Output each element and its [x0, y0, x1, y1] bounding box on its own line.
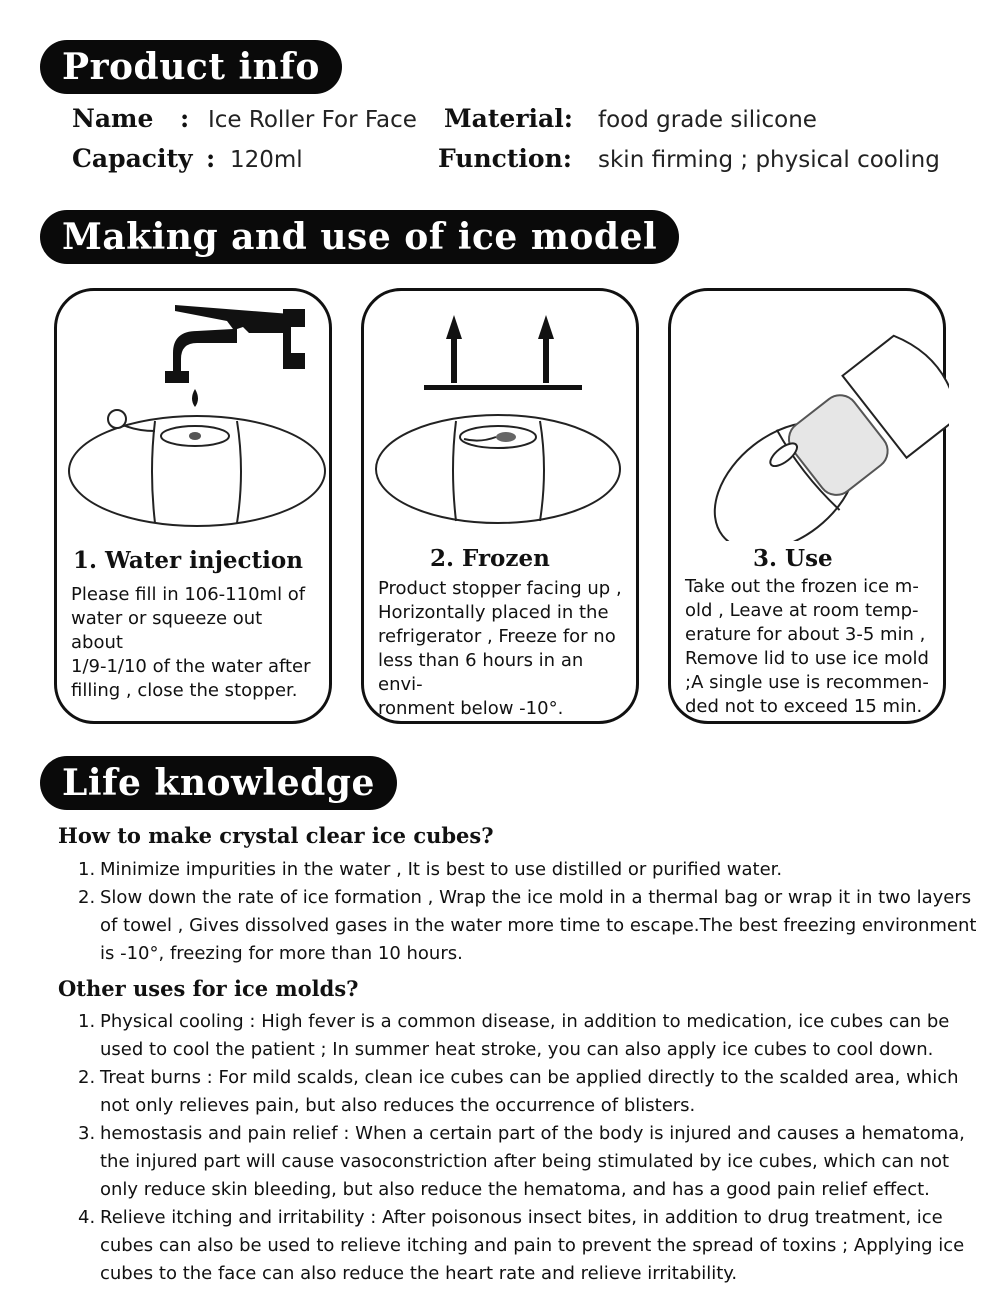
text-line: ;A single use is recommen-: [685, 672, 929, 693]
name-value: Ice Roller For Face: [208, 107, 417, 133]
text-line: ded not to exceed 15 min.: [685, 696, 923, 717]
item-number: 4.: [78, 1207, 96, 1228]
faucet-ice-roller-illustration: [57, 291, 335, 541]
step-description: [71, 583, 319, 703]
open-ice-roller-illustration: [671, 291, 949, 541]
question-other-uses: Other uses for ice molds?: [58, 976, 359, 1001]
step-card-use: [668, 288, 946, 724]
text-line: 1/9-1/10 of the water after: [71, 656, 311, 677]
step-description: [378, 577, 626, 721]
name-separator: :: [180, 104, 190, 133]
list-item: [78, 1120, 978, 1204]
function-label: Function:: [438, 144, 573, 173]
item-number: 3.: [78, 1123, 96, 1144]
section-title-product-info: Product info: [40, 40, 342, 94]
text-line: filling , close the stopper.: [71, 680, 298, 701]
text-line: Take out the frozen ice m-: [685, 576, 919, 597]
question-crystal-clear-ice: How to make crystal clear ice cubes?: [58, 823, 494, 848]
item-text: Relieve itching and irritability : After poisonous insect bites, in addition to drug treatment, ice cubes can also be used to relieve itching and pain to prevent the spread of toxins ; Applying ice cubes to the face can also reduce the heart rate and relieve irritability.: [100, 1207, 965, 1284]
text-line: Please fill in 106-110ml of: [71, 584, 306, 605]
text-line: Horizontally placed in the: [378, 602, 609, 623]
item-text: Slow down the rate of ice formation , Wrap the ice mold in a thermal bag or wrap it in two layers of towel , Gives dissolved gases in the water more time to escape.The best freezing environment is -10°, freezing for more than 10 hours.: [100, 887, 977, 964]
text-line: refrigerator , Freeze for no: [378, 626, 616, 647]
list-item: [78, 856, 978, 884]
section-title-life-knowledge: Life knowledge: [40, 756, 397, 810]
step-description: [685, 575, 933, 719]
capacity-value: 120ml: [230, 147, 303, 173]
list-item: [78, 1204, 978, 1288]
capacity-separator: :: [206, 144, 216, 173]
item-text: Treat burns : For mild scalds, clean ice cubes can be applied directly to the scalded area, which not only relieves pain, but also reduces the occurrence of blisters.: [100, 1067, 959, 1116]
list-item: [78, 1064, 978, 1120]
item-number: 2.: [78, 1067, 96, 1088]
text-line: water or squeeze out about: [71, 608, 263, 653]
list-item: [78, 884, 978, 968]
section-title-making: Making and use of ice model: [40, 210, 679, 264]
text-line: ronment below -10°.: [378, 698, 564, 719]
text-line: less than 6 hours in an envi-: [378, 650, 584, 695]
step-title: 2. Frozen: [430, 545, 550, 572]
list-item: [78, 1008, 978, 1064]
item-number: 2.: [78, 887, 96, 908]
text-line: Remove lid to use ice mold: [685, 648, 929, 669]
material-value: food grade silicone: [598, 107, 817, 133]
item-number: 1.: [78, 859, 96, 880]
function-value: skin firming ; physical cooling: [598, 147, 940, 173]
text-line: erature for about 3-5 min ,: [685, 624, 926, 645]
step-title: 3. Use: [753, 545, 833, 572]
text-line: old , Leave at room temp-: [685, 600, 919, 621]
item-text: hemostasis and pain relief : When a certain part of the body is injured and causes a hematoma, the injured part will cause vasoconstriction after being stimulated by ice cubes, which can not only reduce skin bleeding, but also reduce the hematoma, and has a good pain relief effect.: [100, 1123, 965, 1200]
step-title: 1. Water injection: [73, 547, 303, 574]
crystal-ice-list: [78, 856, 978, 968]
other-uses-list: [78, 1008, 978, 1288]
item-text: Minimize impurities in the water , It is best to use distilled or purified water.: [100, 859, 783, 880]
item-number: 1.: [78, 1011, 96, 1032]
capacity-label: Capacity: [72, 144, 193, 173]
step-card-water-injection: [54, 288, 332, 724]
arrows-ice-roller-illustration: [364, 291, 642, 541]
step-card-frozen: [361, 288, 639, 724]
material-label: Material:: [444, 104, 573, 133]
item-text: Physical cooling : High fever is a common disease, in addition to medication, ice cubes can be used to cool the patient ; In summer heat stroke, you can also apply ice cubes to cool down.: [100, 1011, 950, 1060]
text-line: Product stopper facing up ,: [378, 578, 622, 599]
name-label: Name: [72, 104, 154, 133]
